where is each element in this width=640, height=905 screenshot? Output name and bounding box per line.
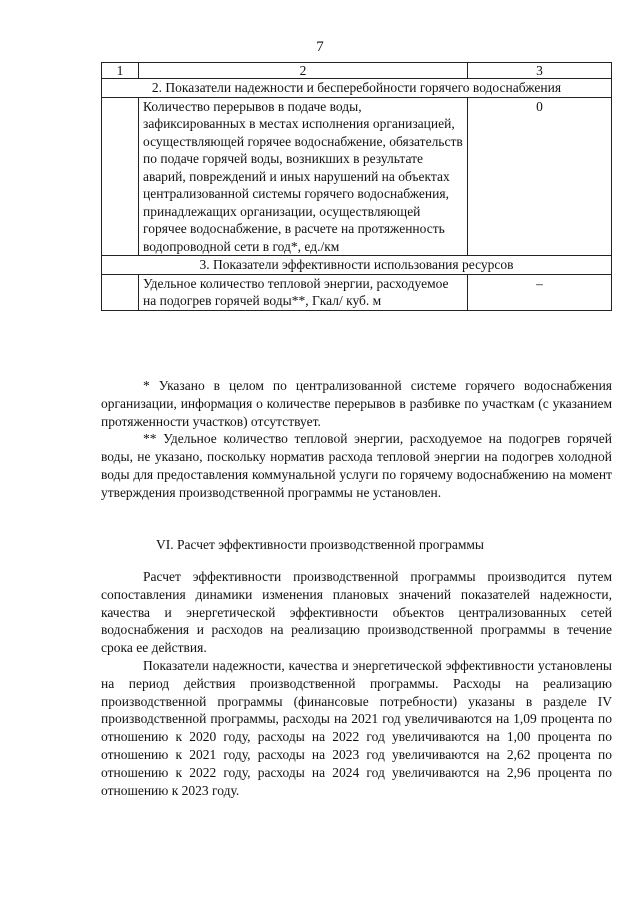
section-3-row — [102, 256, 612, 275]
footnote-1: * Указано в целом по централизованной системе горячего водоснабжения организации, информация о количестве перерывов в разбивке по участкам (с указанием протяженности участков) отсутствует. — [101, 378, 612, 429]
row2-empty-cell — [102, 274, 139, 310]
row2-description: Удельное количество тепловой энергии, расходуемое на подогрев горячей воды**, Гкал/ куб. м — [139, 274, 468, 310]
section-6-heading: VI. Расчет эффективности производственной программы — [155, 537, 484, 552]
row1-value: 0 — [468, 97, 612, 256]
page-number: 7 — [316, 39, 324, 55]
row2-value: – — [468, 274, 612, 310]
header-col-3: 3 — [468, 63, 612, 79]
row1-empty-cell — [102, 97, 139, 256]
row1-description: Количество перерывов в подаче воды, зафиксированных в местах исполнения организацией, осуществляющей горячее водоснабжение, обязательств по подаче горячей воды, возникших в результате аварий, повреждений и иных нарушений на объектах централизованной системы горячего водоснабжения, принадлежащих организации, осуществляющей горячее водоснабжение, в расчете на протяженность водопроводной сети в год*, ед./км — [139, 97, 468, 256]
footnote-2: ** Удельное количество тепловой энергии, расходуемое на подогрев горячей воды, не указано, поскольку норматив расхода тепловой энергии на подогрев холодной воды для предоставления коммунальной услуги по горячему водоснабжению на момент утверждения производственной программы не установлен. — [101, 431, 612, 500]
table-row — [102, 97, 612, 256]
section-3-title: 3. Показатели эффективности использования ресурсов — [102, 256, 612, 275]
section-2-row — [102, 79, 612, 98]
section-2-title: 2. Показатели надежности и бесперебойности горячего водоснабжения — [102, 79, 612, 98]
section-6-paragraph-1: Расчет эффективности производственной программы производится путем сопоставления динамики изменения плановых значений показателей надежности, качества и энергетической эффективности объектов централизованных сетей водоснабжения и расходов на реализацию производственной программы в течение срока ее действия. — [101, 569, 612, 656]
header-col-2: 2 — [139, 63, 468, 79]
table-row — [102, 274, 612, 310]
footnotes — [101, 377, 612, 502]
indicators-table — [101, 62, 612, 311]
header-col-1: 1 — [102, 63, 139, 79]
table-header-row — [102, 63, 612, 79]
section-6-paragraph-2: Показатели надежности, качества и энергетической эффективности установлены на период действия производственной программы. Расходы на реализацию производственной программы (финансовые потребности) указаны в разделе IV производственной программы, расходы на 2021 год увеличиваются на 1,09 процента по отношению к 2020 году, расходы на 2022 год увеличиваются на 1,00 процента по отношению к 2021 году, расходы на 2023 год увеличиваются на 2,62 процента по отношению к 2022 году, расходы на 2024 год увеличиваются на 2,96 процента по отношению к 2023 году. — [101, 657, 612, 798]
section-6-body — [101, 568, 612, 799]
